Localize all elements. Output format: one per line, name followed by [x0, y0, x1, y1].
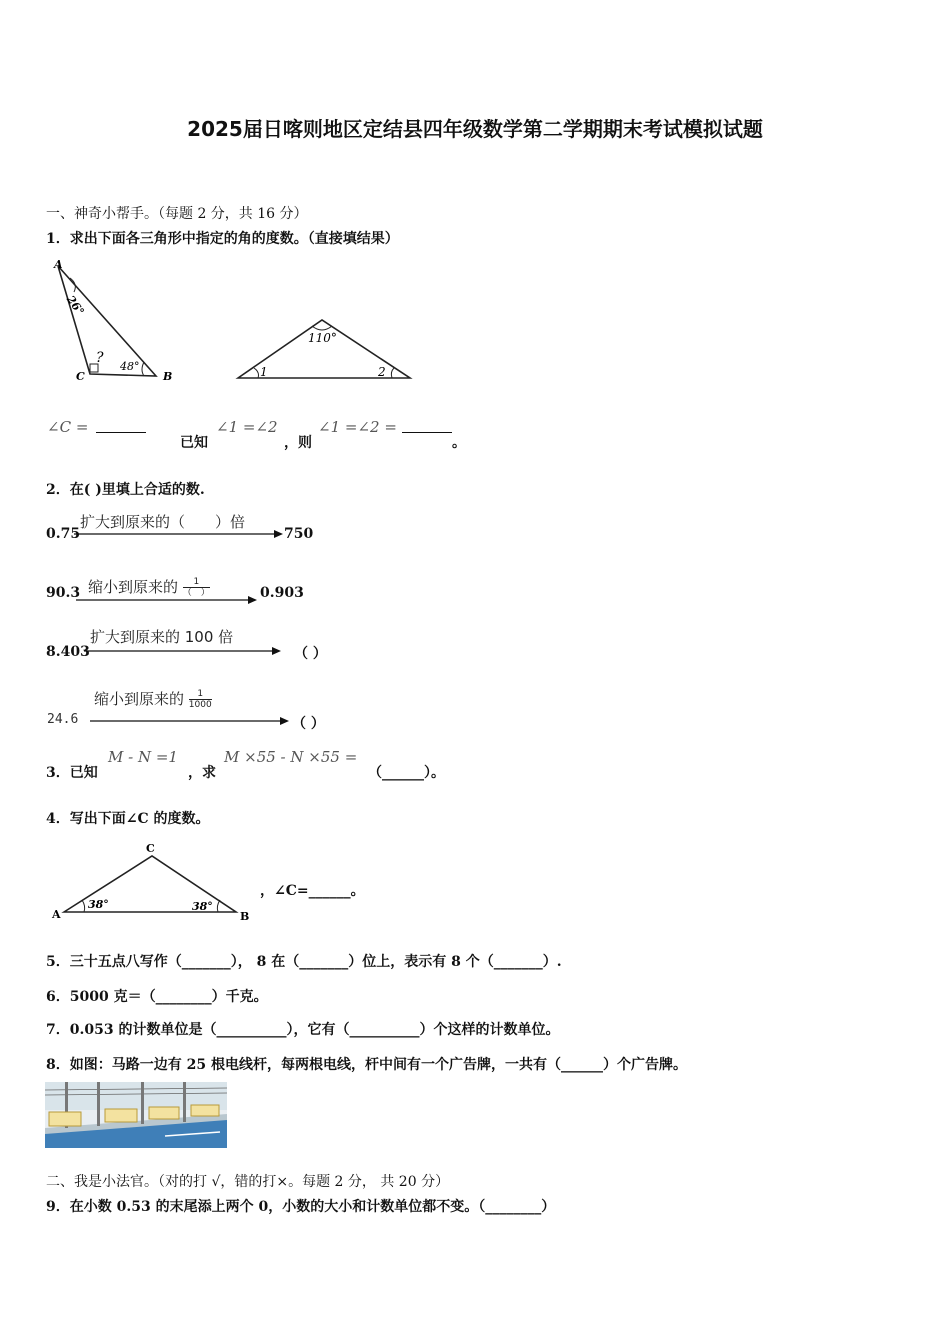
q2-row3-right: （ ）	[294, 646, 327, 662]
question-5-text: 5．三十五点八写作（_______）， 8 在（_______）位上，表示有 8 个（_______）.	[46, 954, 562, 970]
q2-row4-frac-top: 1	[189, 689, 212, 700]
section-2-heading: 二、我是小法官。（对的打 √，错的打×。每题 2 分， 共 20 分）	[46, 1174, 450, 1190]
q2-row4-left: 24.6	[47, 712, 79, 727]
q1-then: ，则	[284, 435, 312, 451]
tri4-angle-a: 38°	[88, 898, 109, 911]
tri4-vertex-a: A	[52, 908, 61, 921]
page-title: 2025届日喀则地区定结县四年级数学第二学期期末考试模拟试题	[187, 117, 763, 141]
tri2-label-2: 2	[378, 365, 386, 379]
q2-row4-label: 缩小到原来的	[94, 690, 185, 708]
q2-row1-right: 750	[284, 526, 314, 542]
q2-row2-frac-top: 1	[183, 577, 210, 588]
q2-row1-arrow	[74, 529, 284, 539]
question-2-text: 2．在( )里填上合适的数.	[46, 482, 205, 498]
q2-row1-label: 扩大到原来的（ ）倍	[80, 513, 246, 531]
q2-row2-right: 0.903	[260, 585, 304, 601]
q2-row2-left: 90.3	[46, 585, 81, 601]
q2-row4-arrow	[90, 716, 290, 726]
question-1-text: 1．求出下面各三角形中指定的角的度数。（直接填结果）	[46, 231, 399, 247]
q2-row3-label: 扩大到原来的 100 倍	[90, 628, 234, 646]
question-8-text: 8．如图：马路一边有 25 根电线杆，每两根电线，杆中间有一个广告牌，一共有（______）个广告牌。	[46, 1057, 687, 1073]
q3-mid: ，求	[188, 765, 216, 781]
tri2-label-1: 1	[260, 365, 268, 379]
q2-row1-left: 0.75	[46, 526, 81, 542]
tri1-unknown: ?	[96, 350, 104, 366]
question-7-text: 7．0.053 的计数单位是（__________），它有（__________）个这样的计数单位。	[46, 1022, 560, 1038]
triangle-2-figure	[232, 316, 417, 386]
tri4-vertex-b: B	[240, 910, 250, 923]
triangle-1-figure	[46, 258, 186, 388]
q1-answer-c-blank[interactable]	[96, 432, 146, 433]
section-1-heading: 一、神奇小帮手。（每题 2 分，共 16 分）	[46, 206, 308, 222]
q2-row3-left: 8.403	[46, 644, 90, 660]
tri2-top-angle: 110°	[308, 331, 337, 345]
q2-row2-arrow	[76, 595, 258, 605]
q1-given-expr: ∠1 =∠2	[216, 418, 278, 436]
question-4-text: 4．写出下面∠C 的度数。	[46, 811, 210, 827]
q1-answer-angle-blank[interactable]	[402, 432, 452, 433]
q3-prefix: 3．已知	[46, 765, 98, 781]
q1-answer-c-label: ∠C =	[47, 418, 89, 436]
q2-row3-arrow	[84, 646, 282, 656]
q3-answer[interactable]: （______）。	[368, 765, 445, 781]
q2-row2-label: 缩小到原来的	[88, 578, 179, 596]
q1-ask-expr: ∠1 =∠2 =	[318, 418, 397, 436]
road-billboard-illustration	[45, 1082, 227, 1148]
question-6-text: 6．5000 克＝（________）千克。	[46, 989, 268, 1005]
tri4-angle-b: 38°	[192, 900, 213, 913]
q4-answer[interactable]: ，∠C=______。	[260, 883, 365, 899]
tri1-vertex-a: A	[54, 258, 63, 271]
q1-given-prefix: 已知	[180, 435, 208, 451]
q2-row2-frac-bottom: （ ）	[182, 588, 210, 598]
q2-row4-right: （ ）	[292, 716, 325, 732]
tri4-vertex-c: C	[146, 842, 155, 855]
q3-expr2: M ×55 - N ×55 =	[224, 748, 358, 766]
tri1-angle-a: 26°	[63, 293, 87, 318]
tri1-vertex-b: B	[163, 370, 173, 383]
tri1-vertex-c: C	[76, 370, 85, 383]
q2-row4-frac-bottom: 1000	[188, 700, 212, 710]
q2-row4-label-group	[94, 688, 212, 710]
q1-end: 。	[452, 435, 466, 451]
tri1-angle-b: 48°	[120, 360, 140, 373]
question-9-text: 9．在小数 0.53 的末尾添上两个 0，小数的大小和计数单位都不变。（________）	[46, 1199, 556, 1215]
triangle-4-figure	[50, 840, 260, 922]
q3-expr1: M - N =1	[108, 748, 178, 766]
